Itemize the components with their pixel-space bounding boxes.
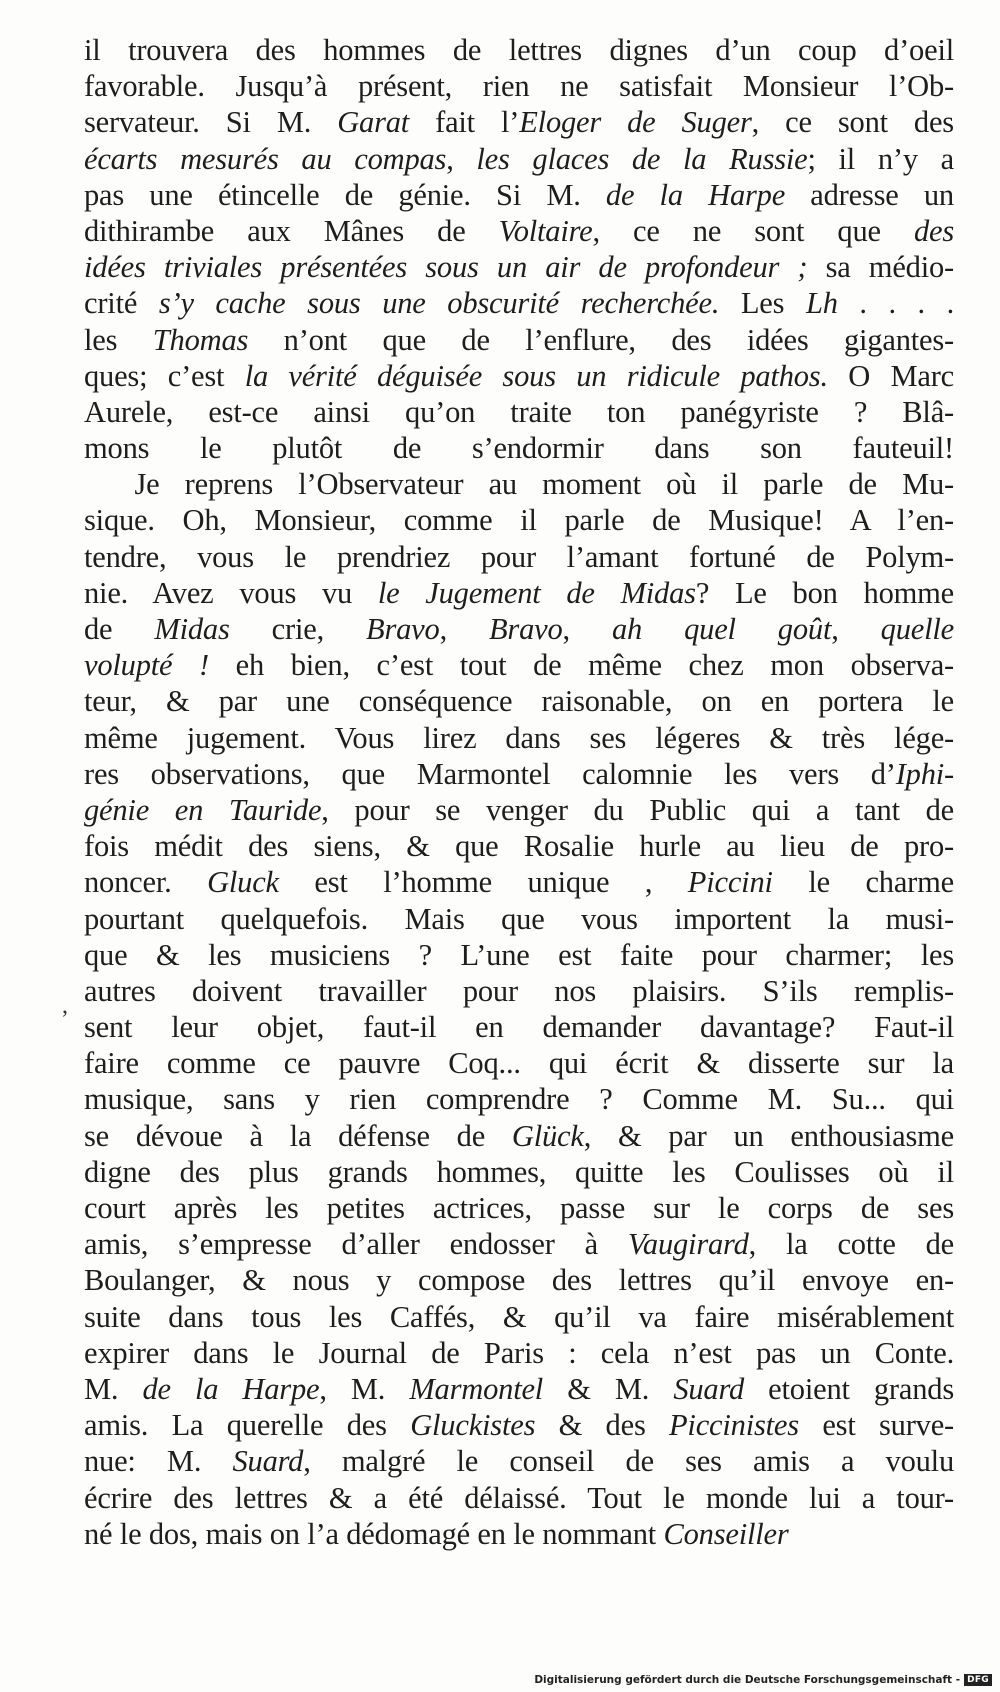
text-segment: Je reprens l’Observateur au moment où il parle de Mu-: [84, 467, 954, 502]
margin-mark: ,: [62, 993, 68, 1019]
text-segment: dithirambe aux Mânes de: [84, 213, 499, 248]
italic-text-segment: Piccinistes: [669, 1408, 799, 1443]
text-segment: musique, sans y rien comprendre ? Comme M. Su... qui: [84, 1082, 954, 1117]
italic-text-segment: la vérité déguisée sous un ridicule pathos.: [244, 358, 828, 393]
text-segment: adresse un: [785, 177, 954, 212]
text-segment: , ce ne sont que: [592, 213, 914, 248]
text-segment: sent leur objet, faut-il en demander davantage? Faut-il: [84, 1010, 954, 1045]
text-segment: faire comme ce pauvre Coq... qui écrit & disserte sur la: [84, 1046, 954, 1081]
text-line: [84, 430, 954, 466]
text-segment: suite dans tous les Caffés, & qu’il va faire misérablement: [84, 1299, 954, 1334]
text-segment: sa médio-: [807, 250, 954, 285]
text-segment: Aurele, est-ce ainsi qu’on traite ton panégyriste ? Blâ-: [84, 394, 954, 429]
text-line: [84, 104, 954, 140]
text-segment: expirer dans le Journal de Paris : cela n’est pas un Conte.: [84, 1335, 954, 1370]
italic-text-segment: Piccini: [687, 865, 773, 900]
text-line: [84, 1335, 954, 1371]
text-segment: né le dos, mais on l’a dédomagé en le nommant: [84, 1516, 664, 1551]
italic-text-segment: de la Harpe: [605, 177, 786, 212]
text-segment: , ce sont des: [751, 105, 954, 140]
italic-text-segment: le Jugement de Midas: [377, 575, 696, 610]
text-segment: crie,: [229, 612, 367, 646]
text-line: [84, 973, 954, 1009]
text-segment: de: [84, 612, 155, 646]
text-segment: , pour se venger du Public qui a tant de: [321, 792, 954, 827]
text-segment: eh bien, c’est tout de même chez mon observa-: [209, 648, 954, 683]
text-line: [84, 394, 954, 430]
text-segment: . . . .: [837, 286, 954, 321]
italic-text-segment: s’y cache sous une obscurité recherchée.: [158, 286, 720, 321]
italic-text-segment: Voltaire: [498, 213, 593, 248]
text-segment: digne des plus grands hommes, quitte les Coulisses où il: [84, 1154, 954, 1189]
text-segment: ,: [439, 612, 489, 646]
text-segment: ques; c’est: [84, 358, 245, 393]
text-segment: ; il n’y a: [807, 141, 954, 176]
text-line: [84, 1226, 954, 1262]
italic-text-segment: des: [913, 213, 954, 248]
text-segment: nue: M.: [84, 1444, 233, 1479]
text-line: [84, 1480, 954, 1516]
italic-text-segment: Bravo: [366, 612, 440, 646]
text-line: [84, 177, 954, 213]
text-line: [84, 575, 954, 611]
italic-text-segment: Conseiller: [663, 1516, 789, 1551]
text-line: [84, 249, 954, 285]
text-segment: écrire des lettres & a été délaissé. Tout le monde lui a tour-: [84, 1480, 954, 1515]
text-line: [84, 720, 954, 756]
italic-text-segment: volupté !: [84, 648, 209, 683]
text-segment: ,: [831, 612, 881, 646]
text-line: [84, 1045, 954, 1081]
text-segment: servateur. Si M.: [84, 105, 338, 140]
text-segment: res observations, que Marmontel calomnie les vers d’: [84, 756, 896, 791]
text-segment: ? Le bon homme: [695, 575, 955, 610]
text-line: [84, 1009, 954, 1045]
italic-text-segment: Bravo: [489, 612, 563, 646]
text-line: [84, 647, 954, 683]
text-segment: , M.: [319, 1371, 410, 1406]
text-segment: & M.: [543, 1371, 674, 1406]
text-line: [84, 1262, 954, 1298]
text-segment: est l’homme unique ,: [278, 865, 688, 900]
text-segment: fait l’: [409, 105, 520, 140]
italic-text-segment: ah quel goût: [611, 612, 832, 646]
body-text: [84, 32, 954, 1552]
text-segment: tendre, vous le prendriez pour l’amant fortuné de Polym-: [84, 539, 954, 574]
italic-text-segment: Gluck: [207, 865, 279, 900]
dfg-logo: DFG: [964, 1674, 992, 1686]
italic-text-segment: écarts mesurés au compas: [84, 141, 447, 176]
text-segment: , & par un enthousiasme: [583, 1118, 954, 1153]
text-line: [84, 1190, 954, 1226]
text-segment: mons le plutôt de s’endormir dans son fauteuil!: [84, 431, 954, 466]
text-segment: ,: [446, 141, 477, 176]
text-line: [84, 358, 954, 394]
text-line: [84, 141, 954, 177]
text-segment: le charme: [772, 865, 955, 900]
text-segment: teur, & par une conséquence raisonable, on en portera le: [84, 684, 954, 719]
text-line: [84, 68, 954, 104]
italic-text-segment: Garat: [337, 105, 410, 140]
text-segment: , malgré le conseil de ses amis a voulu: [303, 1444, 955, 1479]
text-segment: O Marc: [827, 358, 954, 393]
italic-text-segment: quelle: [880, 612, 954, 646]
italic-text-segment: les glaces de la Russie: [476, 141, 808, 176]
text-line: [84, 1516, 954, 1552]
text-segment: que & les musiciens ? L’une est faite pour charmer; les: [84, 937, 954, 972]
text-segment: etoient grands: [744, 1371, 954, 1406]
text-segment: autres doivent travailler pour nos plaisirs. S’ils remplis-: [84, 973, 954, 1008]
text-line: [84, 611, 954, 647]
italic-text-segment: Gluckistes: [410, 1408, 536, 1443]
italic-text-segment: Lh: [805, 286, 838, 321]
text-segment: même jugement. Vous lirez dans ses légeres & très lége-: [84, 720, 954, 755]
text-line: [84, 756, 954, 792]
text-segment: pas une étincelle de génie. Si M.: [84, 177, 606, 212]
italic-text-segment: Midas: [154, 612, 230, 646]
text-segment: sique. Oh, Monsieur, comme il parle de Musique! A l’en-: [84, 503, 954, 538]
text-line: [84, 466, 954, 502]
italic-text-segment: Marmontel: [409, 1371, 544, 1406]
text-segment: fois médit des siens, & que Rosalie hurle au lieu de pro-: [84, 829, 954, 864]
text-segment: amis, s’empresse d’aller endosser à: [84, 1227, 628, 1262]
text-line: [84, 864, 954, 900]
text-segment: favorable. Jusqu’à présent, rien ne satisfait Monsieur l’Ob-: [84, 69, 954, 104]
italic-text-segment: Vaugirard: [627, 1227, 749, 1262]
italic-text-segment: Thomas: [152, 322, 249, 357]
text-segment: court après les petites actrices, passe sur le corps de ses: [84, 1191, 954, 1225]
text-segment: n’ont que de l’enflure, des idées gigantes-: [248, 322, 954, 357]
italic-text-segment: Iphi-: [895, 756, 954, 791]
italic-text-segment: de la Harpe: [142, 1371, 320, 1406]
text-segment: Les: [719, 286, 806, 321]
text-segment: il trouvera des hommes de lettres dignes d’un coup d’oeil: [84, 33, 954, 67]
text-segment: est surve-: [798, 1408, 955, 1443]
text-segment: les: [84, 322, 153, 357]
text-segment: noncer.: [84, 865, 208, 900]
text-line: [84, 1407, 954, 1443]
text-line: [84, 1118, 954, 1154]
text-segment: nie. Avez vous vu: [84, 575, 378, 610]
italic-text-segment: Suard: [232, 1444, 304, 1479]
text-segment: M.: [84, 1371, 143, 1406]
italic-text-segment: génie en Tauride: [84, 792, 322, 827]
text-line: [84, 901, 954, 937]
text-segment: crité: [84, 286, 159, 321]
text-line: [84, 213, 954, 249]
text-line: [84, 937, 954, 973]
text-line: [84, 792, 954, 828]
text-segment: pourtant quelquefois. Mais que vous importent la musi-: [84, 901, 954, 936]
text-segment: ,: [562, 612, 612, 646]
text-line: [84, 1299, 954, 1335]
text-segment: amis. La querelle des: [84, 1408, 411, 1443]
text-line: [84, 1443, 954, 1479]
italic-text-segment: Eloger de Suger: [519, 105, 752, 140]
text-line: [84, 1154, 954, 1190]
text-segment: , la cotte de: [748, 1227, 954, 1262]
text-line: [84, 539, 954, 575]
digitization-footer: [534, 1674, 992, 1686]
text-line: [84, 1371, 954, 1407]
text-segment: se dévoue à la défense de: [84, 1118, 512, 1153]
italic-text-segment: Suard: [673, 1371, 745, 1406]
text-line: [84, 285, 954, 321]
text-line: [84, 322, 954, 358]
text-line: [84, 828, 954, 864]
text-segment: Boulanger, & nous y compose des lettres qu’il envoye en-: [84, 1263, 954, 1298]
text-line: [84, 683, 954, 719]
text-line: [84, 502, 954, 538]
italic-text-segment: Glück: [511, 1118, 584, 1153]
text-line: [84, 1081, 954, 1117]
italic-text-segment: idées triviales présentées sous un air de profondeur ;: [84, 250, 808, 285]
footer-credit: Digitalisierung gefördert durch die Deutsche Forschungsgemeinschaft -: [534, 1674, 961, 1686]
text-line: [84, 32, 954, 68]
text-segment: & des: [535, 1408, 669, 1443]
